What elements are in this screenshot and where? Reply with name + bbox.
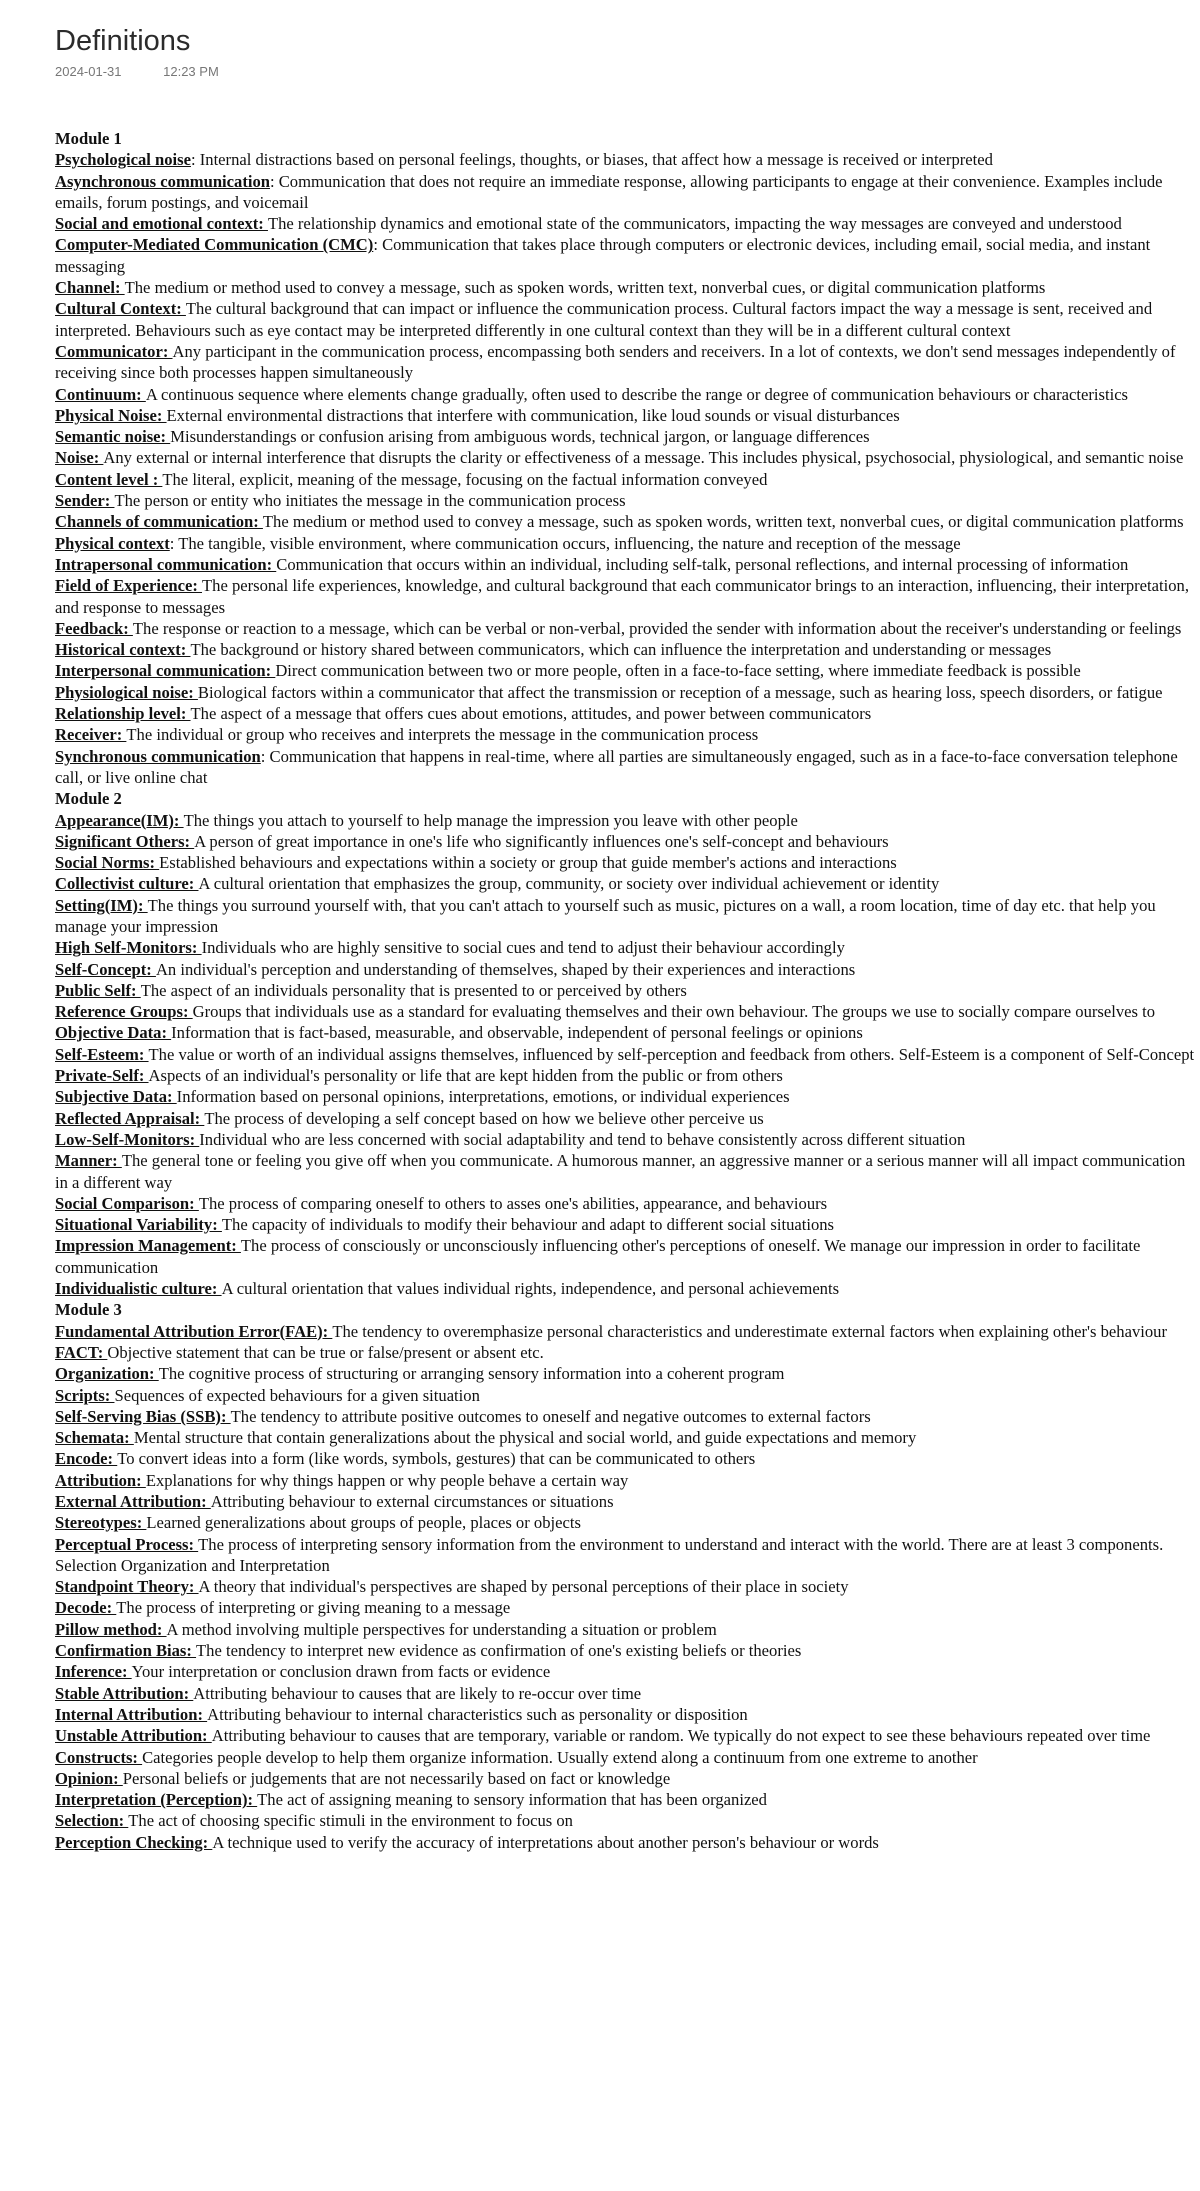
definition-text: The process of interpreting or giving meaning to a message — [116, 1598, 511, 1618]
definition-item — [55, 1108, 1195, 1129]
definition-term: Receiver: — [55, 725, 127, 745]
definition-item — [55, 384, 1195, 405]
definition-term: Social Comparison: — [55, 1193, 199, 1213]
definition-item — [55, 1044, 1195, 1065]
definition-text: : Communication that does not require an immediate response, allowing participants to engage at their convenience. Examples include emails, forum postings, and voicemail — [55, 171, 1163, 212]
definition-item — [55, 533, 1195, 554]
definition-text: A cultural orientation that emphasizes the group, community, or society over individual achievement or identity — [198, 874, 940, 894]
definition-item — [55, 1810, 1195, 1831]
definition-text: Information based on personal opinions, interpretations, emotions, or individual experiences — [176, 1087, 790, 1107]
definition-term: Relationship level: — [55, 704, 191, 724]
definition-term: Public Self: — [55, 980, 141, 1000]
definition-text: The aspect of a message that offers cues about emotions, attitudes, and power between communicators — [190, 704, 872, 724]
definition-item — [55, 234, 1195, 277]
definition-term: Sender: — [55, 491, 115, 511]
definition-item — [55, 682, 1195, 703]
definition-text: Misunderstandings or confusion arising from ambiguous words, technical jargon, or language differences — [170, 427, 870, 447]
definition-text: The act of assigning meaning to sensory information that has been organized — [257, 1790, 767, 1810]
definition-item — [55, 639, 1195, 660]
definition-text: The things you attach to yourself to help manage the impression you leave with other people — [183, 810, 798, 830]
definition-text: To convert ideas into a form (like words, symbols, gestures) that can be communicated to others — [117, 1449, 756, 1469]
definition-term: Feedback: — [55, 618, 133, 638]
definition-text: Any external or internal interference that disrupts the clarity or effectiveness of a message. This includes physical, psychosocial, physiological, and semantic noise — [103, 448, 1184, 468]
definition-item — [55, 831, 1195, 852]
page-title: Definitions — [55, 25, 191, 57]
definition-text: Attributing behaviour to causes that are likely to re-occur over time — [193, 1683, 642, 1703]
definition-item — [55, 1576, 1195, 1597]
definition-text: The process of developing a self concept based on how we believe other perceive us — [204, 1108, 764, 1128]
definition-item — [55, 277, 1195, 298]
definition-item — [55, 341, 1195, 384]
definition-term: Stereotypes: — [55, 1513, 147, 1533]
definition-item — [55, 959, 1195, 980]
definition-item — [55, 1470, 1195, 1491]
definition-term: Decode: — [55, 1598, 117, 1618]
definition-text: Communication that occurs within an individual, including self-talk, personal reflections, and internal processing of information — [276, 554, 1129, 574]
definition-term: Perceptual Process: — [55, 1534, 199, 1554]
definition-item — [55, 1704, 1195, 1725]
definition-item — [55, 1661, 1195, 1682]
definition-item — [55, 703, 1195, 724]
module-heading: Module 3 — [55, 1300, 122, 1320]
note-body[interactable] — [55, 128, 1195, 1853]
definition-text: The process of consciously or unconsciously influencing other's perceptions of oneself. We manage our impression in order to facilitate communication — [55, 1236, 1141, 1277]
definition-term: Physical Noise: — [55, 405, 167, 425]
definition-term: Continuum: — [55, 384, 146, 404]
definition-item — [55, 1683, 1195, 1704]
definition-term: Significant Others: — [55, 831, 195, 851]
definition-item — [55, 1534, 1195, 1577]
definition-term: Individualistic culture: — [55, 1279, 222, 1299]
definition-term: Objective Data: — [55, 1023, 172, 1043]
definition-item — [55, 1597, 1195, 1618]
definition-term: Channels of communication: — [55, 512, 263, 532]
definition-text: The personal life experiences, knowledge, and cultural background that each communicator brings to an interaction, influencing, their interpretation, and response to messages — [55, 576, 1189, 617]
definition-term: Self-Concept: — [55, 959, 156, 979]
definition-term: Appearance(IM): — [55, 810, 184, 830]
definition-term: Social and emotional context: — [55, 214, 268, 234]
definition-text: The value or worth of an individual assigns themselves, influenced by self-perception and feedback from others. Self-Esteem is a component of Self-Concept — [148, 1044, 1195, 1064]
definition-item — [55, 660, 1195, 681]
definition-term: Reference Groups: — [55, 1002, 193, 1022]
definition-text: The response or reaction to a message, which can be verbal or non-verbal, provided the sender with information about the receiver's understanding or feelings — [132, 618, 1182, 638]
definition-item — [55, 447, 1195, 468]
definition-text: Attributing behaviour to causes that are temporary, variable or random. We typically do not expect to see these behaviours repeated over time — [211, 1726, 1151, 1746]
definition-term: Low-Self-Monitors: — [55, 1129, 200, 1149]
definition-item — [55, 213, 1195, 234]
definition-text: The process of interpreting sensory information from the environment to understand and interact with the world. There are at least 3 components. Selection Organization and Interpretation — [55, 1534, 1164, 1575]
definition-term: Private-Self: — [55, 1066, 149, 1086]
definition-text: The medium or method used to convey a message, such as spoken words, written text, nonverbal cues, or digital communication platforms — [262, 512, 1184, 532]
definition-text: Established behaviours and expectations within a society or group that guide member's actions and interactions — [159, 853, 897, 873]
definition-text: External environmental distractions that interfere with communication, like loud sounds or visual disturbances — [166, 405, 900, 425]
definition-item — [55, 810, 1195, 831]
definition-term: Social Norms: — [55, 853, 160, 873]
definition-item — [55, 1150, 1195, 1193]
definition-term: Impression Management: — [55, 1236, 241, 1256]
note-metadata — [55, 64, 1195, 82]
definition-text: A theory that individual's perspectives are shaped by personal perceptions of their place in society — [198, 1577, 849, 1597]
definition-term: Situational Variability: — [55, 1215, 222, 1235]
definition-term: Historical context: — [55, 640, 191, 660]
definition-item — [55, 1022, 1195, 1043]
definition-item — [55, 1512, 1195, 1533]
definition-term: Interpersonal communication: — [55, 661, 276, 681]
definition-item — [55, 1427, 1195, 1448]
definition-term: Pillow method: — [55, 1619, 167, 1639]
definition-text: Personal beliefs or judgements that are not necessarily based on fact or knowledge — [122, 1768, 671, 1788]
definition-term: Psychological noise — [55, 150, 191, 170]
definition-term: Scripts: — [55, 1385, 115, 1405]
definition-item — [55, 1619, 1195, 1640]
definition-item — [55, 1342, 1195, 1363]
definition-text: : Communication that takes place through computers or electronic devices, including email, social media, and instant messaging — [55, 235, 1151, 276]
definition-term: Constructs: — [55, 1747, 143, 1767]
note-page — [55, 22, 1195, 1853]
definition-item — [55, 1086, 1195, 1107]
definition-text: Information that is fact-based, measurable, and observable, independent of personal feelings or opinions — [171, 1023, 863, 1043]
definition-item — [55, 1448, 1195, 1469]
definition-term: External Attribution: — [55, 1492, 211, 1511]
definition-text: The literal, explicit, meaning of the message, focusing on the factual information conveyed — [162, 469, 768, 489]
definition-term: Computer-Mediated Communication (CMC) — [55, 235, 374, 255]
definition-text: The medium or method used to convey a message, such as spoken words, written text, nonverbal cues, or digital communication platforms — [124, 278, 1046, 298]
definition-text: Groups that individuals use as a standard for evaluating themselves and their own behaviour. The groups we use to socially compare ourselves to — [192, 1002, 1155, 1022]
module-heading: Module 2 — [55, 789, 122, 809]
definition-item — [55, 1768, 1195, 1789]
definition-item — [55, 1363, 1195, 1384]
definition-text: The person or entity who initiates the message in the communication process — [114, 491, 626, 511]
definition-text: The tendency to attribute positive outcomes to oneself and negative outcomes to external factors — [230, 1406, 871, 1426]
definition-item — [55, 1789, 1195, 1810]
definition-term: Confirmation Bias: — [55, 1641, 197, 1661]
definition-item — [55, 171, 1195, 214]
definition-term: Asynchronous communication — [55, 171, 270, 191]
definition-term: Self-Serving Bias (SSB): — [55, 1406, 231, 1426]
note-time: 12:23 PM — [163, 64, 219, 79]
definition-text: The tendency to overemphasize personal characteristics and underestimate external factors when explaining other's behaviour — [332, 1321, 1167, 1341]
definition-term: Noise: — [55, 448, 104, 468]
definition-item — [55, 937, 1195, 958]
definition-term: Field of Experience: — [55, 576, 203, 596]
definition-text: Attributing behaviour to internal characteristics such as personality or disposition — [207, 1704, 748, 1724]
definition-text: The tendency to interpret new evidence as confirmation of one's existing beliefs or theories — [196, 1641, 802, 1661]
definition-term: Organization: — [55, 1364, 159, 1384]
definition-term: Physiological noise: — [55, 682, 198, 702]
definition-item — [55, 1321, 1195, 1342]
definition-item — [55, 1640, 1195, 1661]
definition-term: Unstable Attribution: — [55, 1726, 212, 1746]
definition-item — [55, 1129, 1195, 1150]
definition-text: Aspects of an individual's personality or life that are kept hidden from the public or from others — [148, 1066, 783, 1086]
definition-item — [55, 873, 1195, 894]
definition-item — [55, 1385, 1195, 1406]
definition-term: Selection: — [55, 1811, 129, 1831]
definition-term: Subjective Data: — [55, 1087, 177, 1107]
definition-text: The relationship dynamics and emotional state of the communicators, impacting the way messages are conveyed and understood — [267, 214, 1122, 234]
definition-text: Individual who are less concerned with social adaptability and tend to behave consistently across different situation — [199, 1129, 966, 1149]
definition-item — [55, 1235, 1195, 1278]
definition-item — [55, 1278, 1195, 1299]
definition-item — [55, 1214, 1195, 1235]
definition-item — [55, 469, 1195, 490]
definition-text: A technique used to verify the accuracy of interpretations about another person's behaviour or words — [212, 1832, 879, 1852]
definition-text: : The tangible, visible environment, where communication occurs, influencing, the nature and reception of the message — [169, 533, 961, 553]
definition-text: The cultural background that can impact or influence the communication process. Cultural factors impact the way a message is sent, received and interpreted. Behaviours such as eye contact may be interpreted differently in one cultural context than they will be in a different cultural context — [55, 299, 1153, 340]
definition-text: Individuals who are highly sensitive to social cues and tend to adjust their behaviour accordingly — [201, 938, 845, 958]
definition-item — [55, 149, 1195, 170]
definition-item — [55, 1832, 1195, 1853]
definition-term: Stable Attribution: — [55, 1683, 194, 1703]
definition-term: Attribution: — [55, 1470, 146, 1490]
definition-item — [55, 1491, 1195, 1512]
definition-item — [55, 852, 1195, 873]
definition-item — [55, 575, 1195, 618]
definition-term: Cultural Context: — [55, 299, 186, 319]
definition-term: Manner: — [55, 1151, 122, 1171]
definition-text: A continuous sequence where elements change gradually, often used to describe the range or degree of communication behaviours or characteristics — [145, 384, 1129, 404]
definition-item — [55, 511, 1195, 532]
definition-term: Intrapersonal communication: — [55, 554, 277, 574]
definition-text: Your interpretation or conclusion drawn from facts or evidence — [131, 1662, 551, 1682]
definition-text: The cognitive process of structuring or arranging sensory information into a coherent program — [158, 1364, 785, 1384]
definition-text: Attributing behaviour to external circumstances or situations — [210, 1492, 614, 1511]
definition-text: : Communication that happens in real-time, where all parties are simultaneously engaged, such as in a face-to-face conversation telephone call, or live online chat — [55, 746, 1178, 787]
definition-term: Semantic noise: — [55, 427, 171, 447]
definition-item — [55, 618, 1195, 639]
definition-text: The general tone or feeling you give off when you communicate. A humorous manner, an aggressive manner or a serious manner will all impact communication in a different way — [55, 1151, 1186, 1192]
definition-text: The capacity of individuals to modify their behaviour and adapt to different social situations — [221, 1215, 835, 1235]
definition-text: Biological factors within a communicator that affect the transmission or reception of a message, such as hearing loss, speech disorders, or fatigue — [197, 682, 1163, 702]
definition-term: Interpretation (Perception): — [55, 1790, 258, 1810]
definition-item — [55, 490, 1195, 511]
definition-term: Self-Esteem: — [55, 1044, 149, 1064]
definition-term: Synchronous communication — [55, 746, 261, 766]
definition-item — [55, 1406, 1195, 1427]
definition-term: Perception Checking: — [55, 1832, 213, 1852]
definition-term: Content level : — [55, 469, 163, 489]
module-heading: Module 1 — [55, 129, 122, 148]
definition-text: The aspect of an individuals personality that is presented to or perceived by others — [140, 980, 687, 1000]
definition-text: Objective statement that can be true or false/present or absent etc. — [107, 1342, 544, 1362]
definition-item — [55, 405, 1195, 426]
definition-item — [55, 554, 1195, 575]
definition-term: Channel: — [55, 278, 125, 298]
definition-term: Communicator: — [55, 341, 173, 361]
definition-term: High Self-Monitors: — [55, 938, 202, 958]
definition-item — [55, 1747, 1195, 1768]
definition-item — [55, 746, 1195, 789]
definition-term: Collectivist culture: — [55, 874, 199, 894]
definition-item — [55, 895, 1195, 938]
definition-item — [55, 426, 1195, 447]
definition-item — [55, 980, 1195, 1001]
definition-text: Any participant in the communication process, encompassing both senders and receivers. In a lot of contexts, we don't send messages independently of receiving since both processes happen simultaneously — [55, 341, 1176, 383]
definition-term: Setting(IM): — [55, 895, 148, 915]
definition-term: Fundamental Attribution Error(FAE): — [55, 1321, 333, 1341]
definition-text: Sequences of expected behaviours for a given situation — [114, 1385, 480, 1405]
definition-text: The process of comparing oneself to others to asses one's abilities, appearance, and behaviours — [198, 1193, 828, 1213]
definition-text: The individual or group who receives and interprets the message in the communication process — [126, 725, 759, 745]
definition-text: Direct communication between two or more people, often in a face-to-face setting, where immediate feedback is possible — [275, 661, 1081, 681]
definition-text: Learned generalizations about groups of people, places or objects — [146, 1513, 581, 1533]
definition-term: Internal Attribution: — [55, 1704, 208, 1724]
definition-item — [55, 1725, 1195, 1746]
definition-item — [55, 1193, 1195, 1214]
definition-text: A method involving multiple perspectives for understanding a situation or problem — [166, 1619, 717, 1639]
definition-text: The things you surround yourself with, that you can't attach to yourself such as music, pictures on a wall, a room location, time of day etc. that help you manage your impression — [55, 895, 1156, 936]
definition-text: The act of choosing specific stimuli in the environment to focus on — [128, 1811, 573, 1831]
definition-term: Standpoint Theory: — [55, 1577, 199, 1597]
definition-text: Categories people develop to help them organize information. Usually extend along a continuum from one extreme to another — [142, 1747, 978, 1767]
definition-term: Reflected Appraisal: — [55, 1108, 205, 1128]
definition-text: Explanations for why things happen or why people behave a certain way — [145, 1470, 629, 1490]
definition-term: Schemata: — [55, 1428, 134, 1448]
definition-text: A person of great importance in one's life who significantly influences one's self-concept and behaviours — [194, 831, 889, 851]
definition-term: Inference: — [55, 1662, 132, 1682]
definition-term: Encode: — [55, 1449, 118, 1469]
definition-item — [55, 724, 1195, 745]
definition-text: A cultural orientation that values individual rights, independence, and personal achievements — [221, 1279, 840, 1299]
definition-text: The background or history shared between communicators, which can influence the interpretation and understanding or messages — [190, 640, 1052, 660]
definition-text: : Internal distractions based on personal feelings, thoughts, or biases, that affect how a message is received or interpreted — [190, 150, 993, 170]
definition-text: An individual's perception and understanding of themselves, shaped by their experiences and interactions — [155, 959, 856, 979]
definition-term: Physical context — [55, 533, 170, 553]
definition-item — [55, 298, 1195, 341]
definition-term: Opinion: — [55, 1768, 123, 1788]
definition-item — [55, 1001, 1195, 1022]
definition-term: FACT: — [55, 1342, 108, 1362]
definition-item — [55, 1065, 1195, 1086]
definition-text: Mental structure that contain generalizations about the physical and social world, and guide expectations and memory — [133, 1428, 917, 1448]
note-date: 2024-01-31 — [55, 64, 122, 79]
